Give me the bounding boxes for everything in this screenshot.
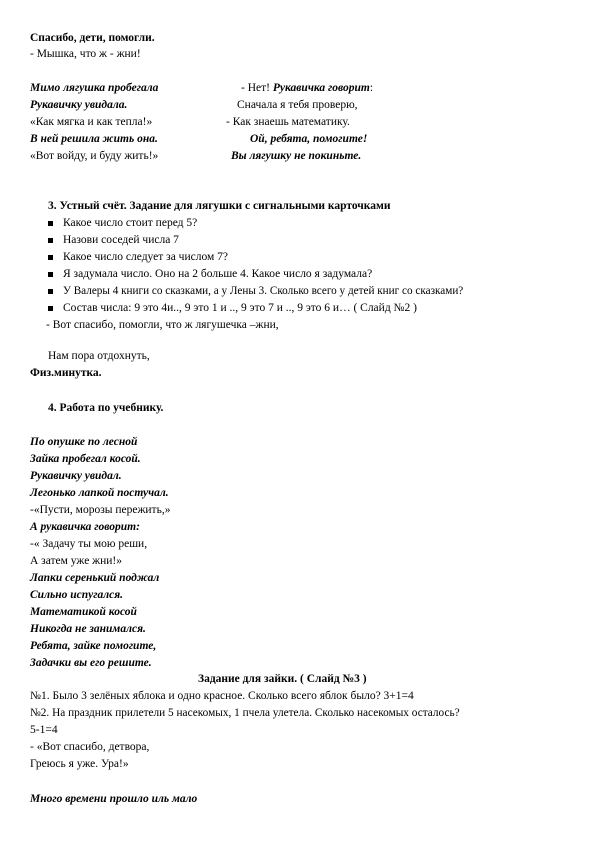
question-item: Состав числа: 9 это 4и.., 9 это 1 и .., 9 это 7 и .., 9 это 6 и… ( Слайд №2 ) <box>63 302 417 314</box>
poem1-left-line: В ней решила жить она. <box>30 133 158 145</box>
bullet-icon <box>48 238 53 243</box>
mouse-line: - Мышка, что ж - жни! <box>30 48 141 60</box>
task-line: 5-1=4 <box>30 724 58 736</box>
question-item: У Валеры 4 книги со сказками, а у Лены 3. Сколько всего у детей книг со сказками? <box>63 285 464 297</box>
poem1-right-colon: : <box>369 82 374 94</box>
poem2-line: -« Задачу ты мою реши, <box>30 538 148 550</box>
bullet-icon <box>48 306 53 311</box>
poem2-line: Математикой косой <box>30 606 137 618</box>
task-line: - «Вот спасибо, детвора, <box>30 741 150 753</box>
question-item: Какое число стоит перед 5? <box>63 217 198 229</box>
poem1-left-line: Рукавичку увидала. <box>30 99 128 111</box>
task-line: №1. Было 3 зелёных яблока и одно красное. Сколько всего яблок было? 3+1=4 <box>30 690 414 702</box>
poem2-line: Никогда не занимался. <box>30 623 146 635</box>
task-heading: Задание для зайки. ( Слайд №3 ) <box>198 673 367 685</box>
poem2-line: Задачки вы его решите. <box>30 657 152 669</box>
poem2-line: Ребята, зайке помогите, <box>30 640 157 652</box>
poem1-right-line: Вы лягушку не покиньте. <box>231 150 362 162</box>
poem2-line: Легонько лапкой постучал. <box>30 487 169 499</box>
poem1-right-line: Ой, ребята, помогите! <box>250 133 368 145</box>
task-line: Греюсь я уже. Ура!» <box>30 758 129 770</box>
poem2-line: А рукавичка говорит: <box>30 521 140 533</box>
poem1-left-line: Мимо лягушка пробегала <box>30 82 159 94</box>
bullet-icon <box>48 272 53 277</box>
rest-line: Нам пора отдохнуть, <box>48 350 150 362</box>
poem2-line: А затем уже жни!» <box>30 555 123 567</box>
poem2-line: Зайка пробегал косой. <box>30 453 141 465</box>
poem1-left-line: «Вот войду, и буду жить!» <box>30 150 159 162</box>
poem1-left-line: «Как мягка и как тепла!» <box>30 116 153 128</box>
frog-thanks-line: - Вот спасибо, помогли, что ж лягушечка –жни, <box>46 319 279 331</box>
task-line: №2. На праздник прилетели 5 насекомых, 1 пчела улетела. Сколько насекомых осталось? <box>30 707 460 719</box>
poem1-right-line: - Как знаешь математику. <box>226 116 350 128</box>
question-item: Какое число следует за числом 7? <box>63 251 228 263</box>
exercise-break: Физ.минутка. <box>30 367 102 379</box>
bullet-icon <box>48 221 53 226</box>
ending-line: Много времени прошло иль мало <box>30 793 198 805</box>
poem2-line: -«Пусти, морозы пережить,» <box>30 504 171 516</box>
question-item: Я задумала число. Оно на 2 больше 4. Какое число я задумала? <box>63 268 373 280</box>
poem1-right-prefix: - Нет! <box>241 82 273 94</box>
poem2-line: Рукавичку увидал. <box>30 470 122 482</box>
poem1-right-line: Сначала я тебя проверю, <box>237 99 358 111</box>
section3-heading: 3. Устный счёт. Задание для лягушки с сигнальными карточками <box>48 200 391 212</box>
bullet-icon <box>48 255 53 260</box>
poem2-line: Лапки серенький поджал <box>30 572 160 584</box>
poem1-right-emph: Рукавичка говорит <box>272 82 370 94</box>
question-item: Назови соседей числа 7 <box>63 234 179 246</box>
poem2-line: По опушке по лесной <box>30 436 138 448</box>
poem2-line: Сильно испугался. <box>30 589 124 601</box>
thanks-title: Спасибо, дети, помогли. <box>30 32 155 44</box>
bullet-icon <box>48 289 53 294</box>
poem1-right-line <box>241 81 373 95</box>
section4-heading: 4. Работа по учебнику. <box>48 402 164 414</box>
